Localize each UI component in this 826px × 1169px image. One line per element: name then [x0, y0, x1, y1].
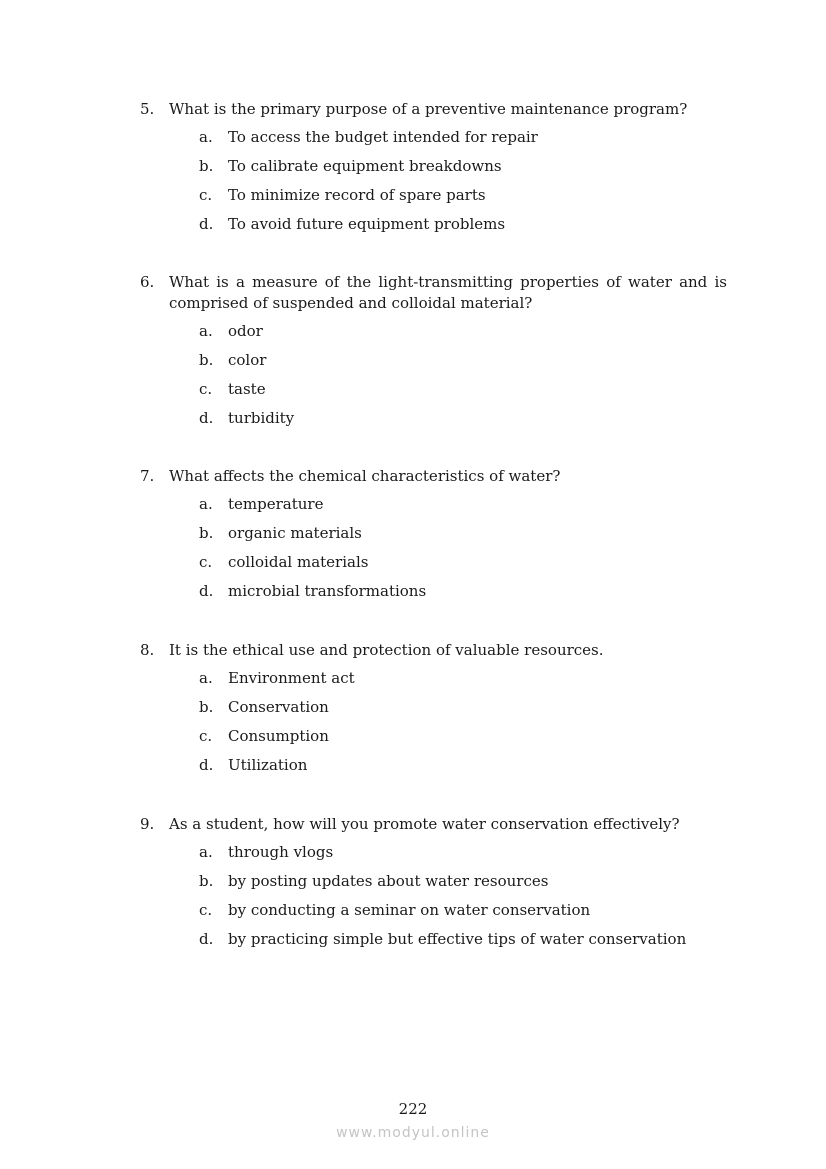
option-b [199, 152, 826, 181]
option-c [199, 181, 826, 210]
question-9 [0, 814, 826, 954]
option-letter: d. [199, 756, 214, 774]
option-text: Conservation [228, 698, 329, 716]
option-letter: a. [199, 322, 213, 340]
option-a [199, 317, 826, 346]
question-5 [0, 99, 826, 239]
option-a [199, 490, 826, 519]
option-d [199, 925, 826, 954]
option-d [199, 751, 826, 780]
option-c [199, 896, 826, 925]
option-text: turbidity [228, 409, 295, 427]
option-letter: b. [199, 872, 214, 890]
page-number: 222 [398, 1100, 428, 1118]
option-letter: d. [199, 930, 214, 948]
option-text: Utilization [228, 756, 308, 774]
option-text: Consumption [228, 727, 329, 745]
option-text: To minimize record of spare parts [228, 186, 486, 204]
question-number: 6. [140, 273, 155, 291]
question-stem [140, 272, 727, 314]
option-text: To calibrate equipment breakdowns [228, 157, 502, 175]
question-text: What affects the chemical characteristics of water? [169, 467, 561, 485]
option-letter: d. [199, 215, 214, 233]
option-text: To avoid future equipment problems [228, 215, 506, 233]
question-number: 8. [140, 641, 155, 659]
option-letter: d. [199, 409, 214, 427]
option-a [199, 123, 826, 152]
option-d [199, 404, 826, 433]
option-d [199, 577, 826, 606]
option-letter: b. [199, 351, 214, 369]
option-d [199, 210, 826, 239]
question-stem [140, 814, 727, 835]
option-letter: a. [199, 128, 213, 146]
option-text: taste [228, 380, 266, 398]
option-letter: a. [199, 495, 213, 513]
option-b [199, 346, 826, 375]
question-stem [140, 640, 727, 661]
option-text: color [228, 351, 267, 369]
question-number: 5. [140, 100, 155, 118]
option-letter: c. [199, 901, 213, 919]
option-text: odor [228, 322, 263, 340]
option-b [199, 693, 826, 722]
option-text: by posting updates about water resources [228, 872, 549, 890]
option-letter: c. [199, 727, 213, 745]
option-letter: b. [199, 524, 214, 542]
question-7 [0, 466, 826, 606]
option-text: To access the budget intended for repair [228, 128, 538, 146]
option-letter: b. [199, 157, 214, 175]
option-text: Environment act [228, 669, 355, 687]
option-letter: c. [199, 186, 213, 204]
option-letter: b. [199, 698, 214, 716]
option-letter: c. [199, 380, 213, 398]
question-number: 7. [140, 467, 155, 485]
question-number: 9. [140, 815, 155, 833]
option-text: microbial transformations [228, 582, 427, 600]
question-stem [140, 99, 727, 120]
option-text: colloidal materials [228, 553, 369, 571]
option-text: by conducting a seminar on water conservation [228, 901, 591, 919]
option-c [199, 722, 826, 751]
question-stem [140, 466, 727, 487]
option-letter: c. [199, 553, 213, 571]
question-text: What is a measure of the light-transmitting properties of water and is comprised of suspended and colloidal material? [169, 273, 727, 312]
option-a [199, 838, 826, 867]
option-c [199, 375, 826, 404]
option-text: temperature [228, 495, 324, 513]
question-text: What is the primary purpose of a preventive maintenance program? [169, 100, 688, 118]
option-a [199, 664, 826, 693]
option-c [199, 548, 826, 577]
option-letter: a. [199, 843, 213, 861]
option-letter: a. [199, 669, 213, 687]
option-text: through vlogs [228, 843, 334, 861]
question-text: As a student, how will you promote water conservation effectively? [169, 815, 680, 833]
option-letter: d. [199, 582, 214, 600]
option-b [199, 519, 826, 548]
option-b [199, 867, 826, 896]
question-6 [0, 272, 826, 433]
watermark: www.modyul.online [336, 1125, 490, 1141]
question-8 [0, 640, 826, 780]
option-text: by practicing simple but effective tips of water conservation [228, 930, 687, 948]
question-text: It is the ethical use and protection of valuable resources. [169, 641, 604, 659]
option-text: organic materials [228, 524, 362, 542]
